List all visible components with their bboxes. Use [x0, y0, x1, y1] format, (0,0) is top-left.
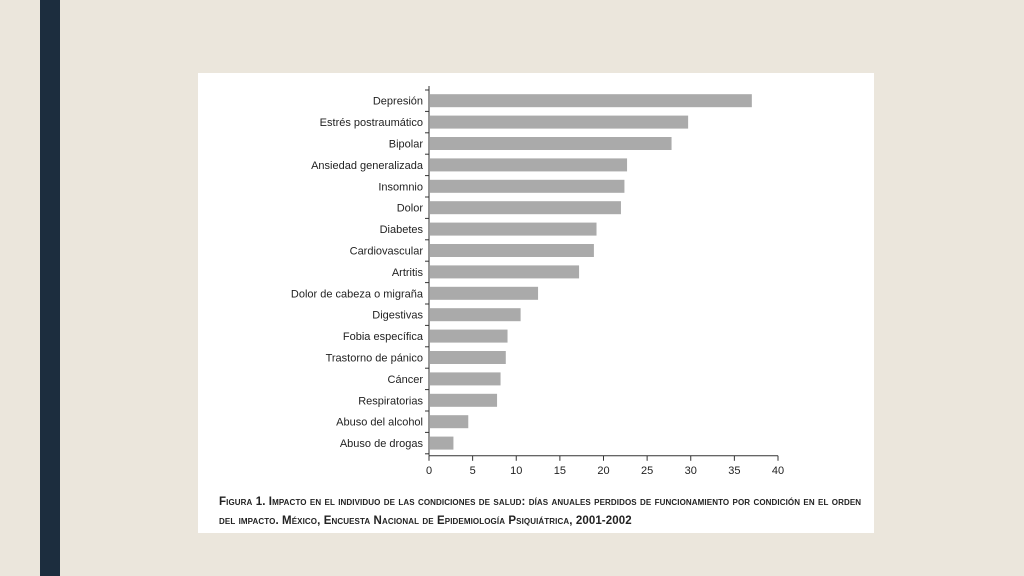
category-label: Fobia específica	[342, 331, 423, 344]
bar	[430, 180, 624, 193]
bar	[430, 201, 621, 214]
category-label: Estrés postraumático	[319, 117, 423, 130]
x-tick-label: 15	[553, 464, 566, 477]
x-tick-label: 0	[425, 464, 433, 477]
bar	[430, 244, 594, 257]
x-tick-label: 20	[597, 464, 610, 477]
bar	[430, 372, 501, 385]
figure-card	[198, 73, 874, 533]
bar	[430, 94, 752, 107]
category-label: Insomnio	[378, 181, 423, 194]
bar	[430, 137, 672, 150]
bar	[430, 308, 521, 321]
category-label: Artritis	[391, 266, 423, 279]
bar	[430, 330, 508, 343]
bar	[430, 265, 579, 278]
x-tick-label: 5	[469, 464, 476, 477]
category-label: Dolor	[396, 202, 423, 215]
bar	[430, 223, 597, 236]
category-label: Digestivas	[372, 309, 423, 322]
category-label: Dolor de cabeza o migraña	[290, 288, 423, 301]
category-label: Diabetes	[379, 224, 423, 237]
bar	[430, 158, 627, 171]
bar-chart	[198, 73, 874, 493]
x-tick-label: 25	[641, 464, 654, 477]
bar	[430, 394, 497, 407]
figure-caption: Figura 1. Impacto en el individuo de las condiciones de salud: días anuales perdidos de funcionamiento por condición en el orden del impacto. México, Encuesta Nacional de Epidemiología Psiquiátrica, 2001-2002	[219, 496, 862, 527]
x-tick-label: 10	[510, 464, 523, 477]
x-tick-label: 35	[728, 464, 741, 477]
category-label: Bipolar	[388, 138, 423, 151]
category-label: Respiratorias	[358, 395, 423, 408]
bar	[430, 116, 688, 129]
bar	[430, 351, 506, 364]
bar	[430, 287, 538, 300]
x-tick-label: 40	[771, 464, 785, 477]
category-label: Trastorno de pánico	[325, 352, 423, 365]
category-label: Cáncer	[387, 373, 423, 386]
category-label: Abuso de drogas	[339, 438, 423, 451]
x-tick-label: 30	[684, 464, 697, 477]
sidebar-accent-bar	[40, 0, 60, 576]
category-label: Abuso del alcohol	[336, 416, 423, 429]
bar	[430, 415, 468, 428]
category-label: Ansiedad generalizada	[311, 159, 423, 172]
category-label: Depresión	[372, 95, 423, 108]
bar	[430, 437, 453, 450]
category-label: Cardiovascular	[349, 245, 423, 258]
